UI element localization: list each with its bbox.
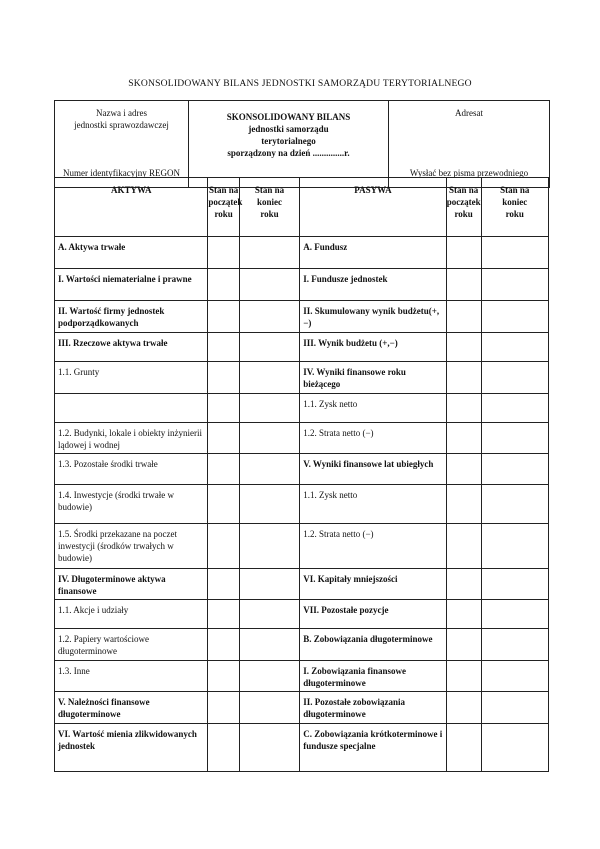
pasywa-end-value-cell[interactable]	[481, 237, 548, 269]
pasywa-start-header: Stan na początek roku	[446, 178, 481, 237]
addressee-cell[interactable]	[389, 101, 550, 188]
aktywa-item-label: 1.1. Grunty	[55, 362, 208, 394]
aktywa-start-value-cell[interactable]	[208, 569, 239, 600]
send-note-label: Wysłać bez pisma przewodniego	[409, 168, 529, 178]
pasywa-start-value-cell[interactable]	[446, 423, 481, 454]
aktywa-end-value-cell[interactable]	[239, 569, 299, 600]
aktywa-item-label: 1.3. Inne	[55, 661, 208, 692]
aktywa-start-value-cell[interactable]	[208, 724, 239, 772]
balance-row	[55, 629, 549, 661]
balance-row	[55, 362, 549, 394]
unit-name-label: Nazwa i adres	[96, 108, 147, 118]
pasywa-end-value-cell[interactable]	[481, 485, 548, 524]
aktywa-end-value-cell[interactable]	[239, 661, 299, 692]
balance-row	[55, 724, 549, 772]
pasywa-item-label: II. Pozostałe zobowiązania długoterminowe	[300, 692, 446, 724]
pasywa-item-label: I. Fundusze jednostek	[300, 269, 446, 301]
pasywa-start-value-cell[interactable]	[446, 269, 481, 301]
aktywa-item-label: II. Wartość firmy jednostek podporządkowanych	[55, 301, 208, 333]
pasywa-start-value-cell[interactable]	[446, 600, 481, 629]
aktywa-end-value-cell[interactable]	[239, 692, 299, 724]
pasywa-item-label: VII. Pozostałe pozycje	[300, 600, 446, 629]
pasywa-end-value-cell[interactable]	[481, 600, 548, 629]
balance-row	[55, 333, 549, 362]
aktywa-end-value-cell[interactable]	[239, 269, 299, 301]
pasywa-start-value-cell[interactable]	[446, 629, 481, 661]
aktywa-item-label: IV. Długoterminowe aktywa finansowe	[55, 569, 208, 600]
pasywa-start-value-cell[interactable]	[446, 301, 481, 333]
aktywa-end-value-cell[interactable]	[239, 485, 299, 524]
pasywa-item-label: I. Zobowiązania finansowe długoterminowe	[300, 661, 446, 692]
pasywa-end-value-cell[interactable]	[481, 394, 548, 423]
pasywa-start-value-cell[interactable]	[446, 724, 481, 772]
aktywa-item-label: I. Wartości niematerialne i prawne	[55, 269, 208, 301]
aktywa-start-value-cell[interactable]	[208, 333, 239, 362]
pasywa-start-value-cell[interactable]	[446, 569, 481, 600]
report-date-line: sporządzony na dzień ..............r.	[227, 148, 350, 158]
pasywa-start-value-cell[interactable]	[446, 362, 481, 394]
pasywa-item-label: III. Wynik budżetu (+,−)	[300, 333, 446, 362]
aktywa-start-value-cell[interactable]	[208, 362, 239, 394]
pasywa-item-label: VI. Kapitały mniejszości	[300, 569, 446, 600]
pasywa-item-label: II. Skumulowany wynik budżetu(+,−)	[300, 301, 446, 333]
balance-row	[55, 569, 549, 600]
unit-address-label: jednostki sprawozdawczej	[74, 120, 169, 130]
balance-row	[55, 600, 549, 629]
report-title-cell	[189, 101, 389, 188]
aktywa-item-label: 1.4. Inwestycje (środki trwałe w budowie)	[55, 485, 208, 524]
aktywa-item-label: 1.3. Pozostałe środki trwałe	[55, 454, 208, 485]
balance-row	[55, 454, 549, 485]
pasywa-end-value-cell[interactable]	[481, 301, 548, 333]
aktywa-start-value-cell[interactable]	[208, 692, 239, 724]
aktywa-start-value-cell[interactable]	[208, 629, 239, 661]
addressee-label: Adresat	[455, 108, 483, 118]
pasywa-end-value-cell[interactable]	[481, 569, 548, 600]
aktywa-end-value-cell[interactable]	[239, 454, 299, 485]
balance-row	[55, 485, 549, 524]
pasywa-end-value-cell[interactable]	[481, 362, 548, 394]
aktywa-start-value-cell[interactable]	[208, 661, 239, 692]
aktywa-start-value-cell[interactable]	[208, 454, 239, 485]
pasywa-start-value-cell[interactable]	[446, 524, 481, 569]
pasywa-start-value-cell[interactable]	[446, 237, 481, 269]
pasywa-item-label: 1.2. Strata netto (−)	[300, 423, 446, 454]
pasywa-item-label: B. Zobowiązania długoterminowe	[300, 629, 446, 661]
balance-table	[54, 177, 549, 772]
aktywa-end-value-cell[interactable]	[239, 333, 299, 362]
aktywa-start-header: Stan na początek roku	[208, 178, 239, 237]
aktywa-item-label: 1.5. Środki przekazane na poczet inwestycji (środków trwałych w budowie)	[55, 524, 208, 569]
pasywa-start-value-cell[interactable]	[446, 661, 481, 692]
aktywa-start-value-cell[interactable]	[208, 394, 239, 423]
pasywa-item-label: A. Fundusz	[300, 237, 446, 269]
aktywa-end-value-cell[interactable]	[239, 524, 299, 569]
pasywa-header: PASYWA	[300, 178, 446, 237]
aktywa-end-value-cell[interactable]	[239, 237, 299, 269]
aktywa-start-value-cell[interactable]	[208, 301, 239, 333]
aktywa-item-label: VI. Wartość mienia zlikwidowanych jednostek	[55, 724, 208, 772]
pasywa-end-value-cell[interactable]	[481, 423, 548, 454]
aktywa-item-label: III. Rzeczowe aktywa trwałe	[55, 333, 208, 362]
balance-row	[55, 394, 549, 423]
pasywa-end-value-cell[interactable]	[481, 454, 548, 485]
pasywa-item-label: IV. Wyniki finansowe roku bieżącego	[300, 362, 446, 394]
aktywa-item-label	[55, 394, 208, 423]
aktywa-start-value-cell[interactable]	[208, 269, 239, 301]
balance-row	[55, 237, 549, 269]
aktywa-start-value-cell[interactable]	[208, 423, 239, 454]
aktywa-item-label: 1.2. Papiery wartościowe długoterminowe	[55, 629, 208, 661]
aktywa-end-value-cell[interactable]	[239, 629, 299, 661]
pasywa-item-label: 1.1. Zysk netto	[300, 485, 446, 524]
balance-row	[55, 301, 549, 333]
pasywa-item-label: C. Zobowiązania krótkoterminowe i fundusze specjalne	[300, 724, 446, 772]
pasywa-end-value-cell[interactable]	[481, 333, 548, 362]
balance-row	[55, 692, 549, 724]
balance-row	[55, 269, 549, 301]
pasywa-end-value-cell[interactable]	[481, 269, 548, 301]
balance-row	[55, 524, 549, 569]
header-table	[54, 100, 550, 188]
pasywa-item-label: 1.1. Zysk netto	[300, 394, 446, 423]
pasywa-start-value-cell[interactable]	[446, 485, 481, 524]
report-title-line1: SKONSOLIDOWANY BILANS	[226, 112, 351, 122]
report-title-line2: jednostki samorządu	[248, 124, 329, 134]
balance-row	[55, 423, 549, 454]
pasywa-item-label: 1.2. Strata netto (−)	[300, 524, 446, 569]
balance-header-row	[55, 178, 549, 237]
aktywa-start-value-cell[interactable]	[208, 524, 239, 569]
aktywa-item-label: V. Należności finansowe długoterminowe	[55, 692, 208, 724]
aktywa-item-label: 1.2. Budynki, lokale i obiekty inżynierii lądowej i wodnej	[55, 423, 208, 454]
aktywa-item-label: A. Aktywa trwałe	[55, 237, 208, 269]
aktywa-start-value-cell[interactable]	[208, 485, 239, 524]
document-title: SKONSOLIDOWANY BILANS JEDNOSTKI SAMORZĄDU TERYTORIALNEGO	[128, 78, 472, 89]
pasywa-item-label: V. Wyniki finansowe lat ubiegłych	[300, 454, 446, 485]
pasywa-end-value-cell[interactable]	[481, 629, 548, 661]
reporting-unit-cell[interactable]	[55, 101, 189, 188]
aktywa-end-header: Stan na koniec roku	[239, 178, 299, 237]
pasywa-end-value-cell[interactable]	[481, 692, 548, 724]
pasywa-end-header: Stan na koniec roku	[481, 178, 548, 237]
aktywa-start-value-cell[interactable]	[208, 600, 239, 629]
aktywa-start-value-cell[interactable]	[208, 237, 239, 269]
aktywa-end-value-cell[interactable]	[239, 423, 299, 454]
pasywa-start-value-cell[interactable]	[446, 454, 481, 485]
pasywa-start-value-cell[interactable]	[446, 692, 481, 724]
report-title-line3: terytorialnego	[261, 136, 316, 146]
pasywa-start-value-cell[interactable]	[446, 394, 481, 423]
aktywa-end-value-cell[interactable]	[239, 362, 299, 394]
pasywa-end-value-cell[interactable]	[481, 724, 548, 772]
aktywa-end-value-cell[interactable]	[239, 724, 299, 772]
aktywa-end-value-cell[interactable]	[239, 301, 299, 333]
aktywa-end-value-cell[interactable]	[239, 394, 299, 423]
pasywa-start-value-cell[interactable]	[446, 333, 481, 362]
pasywa-end-value-cell[interactable]	[481, 661, 548, 692]
regon-label: Numer identyfikacyjny REGON	[63, 168, 180, 178]
aktywa-end-value-cell[interactable]	[239, 600, 299, 629]
balance-row	[55, 661, 549, 692]
pasywa-end-value-cell[interactable]	[481, 524, 548, 569]
aktywa-item-label: 1.1. Akcje i udziały	[55, 600, 208, 629]
aktywa-header: AKTYWA	[55, 178, 208, 237]
